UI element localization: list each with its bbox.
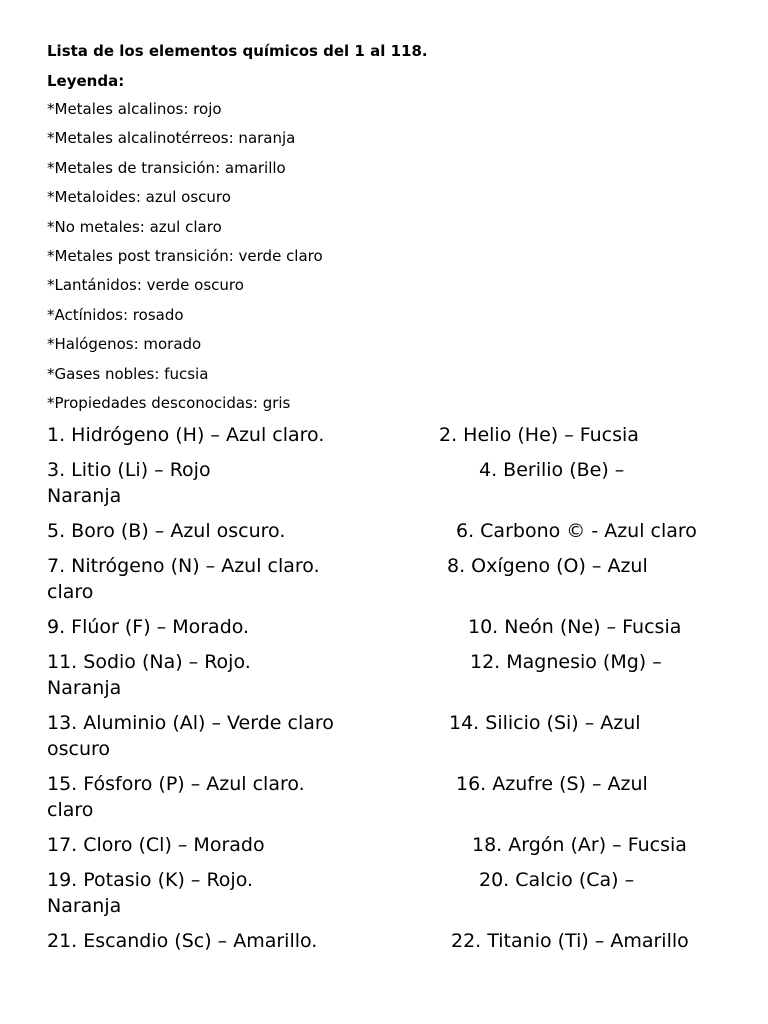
element-entry-left: 7. Nitrógeno (N) – Azul claro. — [47, 555, 320, 577]
element-entry-right: 4. Berilio (Be) – — [479, 459, 625, 481]
document-title: Lista de los elementos químicos del 1 al 118. — [47, 42, 428, 60]
element-entry-right: 22. Titanio (Ti) – Amarillo — [451, 930, 689, 952]
element-entry-continuation: Naranja — [47, 677, 122, 699]
legend-title: Leyenda: — [47, 72, 125, 90]
legend-item: *Gases nobles: fucsia — [47, 364, 209, 383]
element-entry-left: 3. Litio (Li) – Rojo — [47, 459, 211, 481]
element-row — [47, 711, 747, 762]
element-entry-right: 16. Azufre (S) – Azul — [456, 773, 648, 795]
element-entry-left: 1. Hidrógeno (H) – Azul claro. — [47, 424, 325, 446]
element-entry-left: 15. Fósforo (P) – Azul claro. — [47, 773, 305, 795]
legend-item: *Metales alcalinotérreos: naranja — [47, 129, 296, 148]
legend-item: *No metales: azul claro — [47, 217, 222, 236]
legend-item: *Halógenos: morado — [47, 335, 202, 354]
element-row — [47, 458, 747, 509]
element-row — [47, 772, 747, 823]
element-entry-right: 12. Magnesio (Mg) – — [470, 651, 662, 673]
element-entry-right: 20. Calcio (Ca) – — [479, 869, 635, 891]
legend-item: *Lantánidos: verde oscuro — [47, 276, 244, 295]
element-row — [47, 929, 747, 954]
element-entry-continuation: Naranja — [47, 895, 122, 917]
element-entry-right: 6. Carbono © - Azul claro — [456, 520, 697, 542]
legend-item: *Metales de transición: amarillo — [47, 158, 286, 177]
element-entry-right: 10. Neón (Ne) – Fucsia — [468, 616, 682, 638]
legend-item: *Propiedades desconocidas: gris — [47, 393, 291, 412]
element-entry-continuation: claro — [47, 581, 94, 603]
element-row — [47, 519, 747, 544]
element-entry-left: 17. Cloro (Cl) – Morado — [47, 834, 265, 856]
element-entry-continuation: Naranja — [47, 485, 122, 507]
element-entry-left: 13. Aluminio (Al) – Verde claro — [47, 712, 334, 734]
element-entry-right: 18. Argón (Ar) – Fucsia — [472, 834, 687, 856]
element-entry-left: 11. Sodio (Na) – Rojo. — [47, 651, 251, 673]
element-entry-right: 14. Silicio (Si) – Azul — [449, 712, 641, 734]
legend-item: *Metales post transición: verde claro — [47, 246, 323, 265]
legend-item: *Metales alcalinos: rojo — [47, 100, 222, 118]
legend-item: *Actínidos: rosado — [47, 305, 184, 324]
element-row — [47, 833, 747, 858]
element-list — [47, 423, 747, 964]
legend-item: *Metaloides: azul oscuro — [47, 188, 231, 207]
element-row — [47, 650, 747, 701]
element-entry-continuation: claro — [47, 799, 94, 821]
legend-list — [47, 99, 323, 422]
element-entry-right: 8. Oxígeno (O) – Azul — [447, 555, 648, 577]
element-entry-left: 21. Escandio (Sc) – Amarillo. — [47, 930, 318, 952]
element-entry-left: 19. Potasio (K) – Rojo. — [47, 869, 254, 891]
element-row — [47, 868, 747, 919]
element-row — [47, 615, 747, 640]
element-entry-right: 2. Helio (He) – Fucsia — [439, 424, 639, 446]
element-row — [47, 554, 747, 605]
element-entry-left: 9. Flúor (F) – Morado. — [47, 616, 250, 638]
element-entry-left: 5. Boro (B) – Azul oscuro. — [47, 520, 286, 542]
element-row — [47, 423, 747, 448]
element-entry-continuation: oscuro — [47, 738, 111, 760]
